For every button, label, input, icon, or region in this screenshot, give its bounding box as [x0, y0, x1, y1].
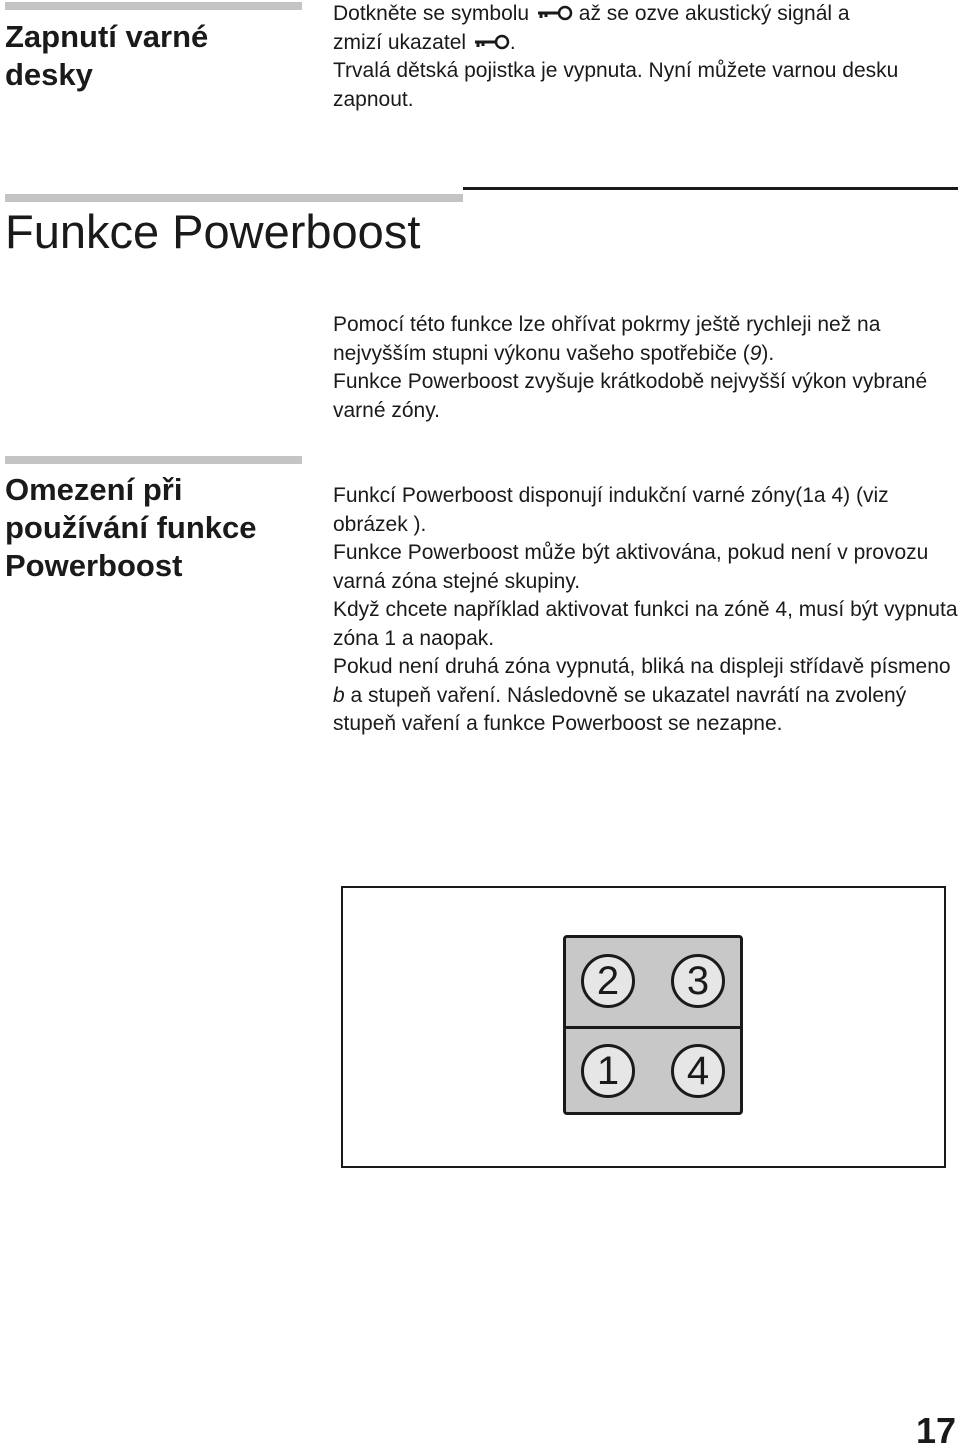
restrictions-text [333, 482, 958, 739]
hob-on-line3: Trvalá dětská pojistka je vypnuta. Nyní můžete varnou desku zapnout. [333, 59, 899, 111]
powerboost-intro [333, 311, 958, 425]
hob-on-line2b: . [509, 30, 516, 54]
title-rule-black [463, 187, 958, 190]
restrictions-p2: Funkce Powerboost může být aktivována, pokud není v provozu varná zóna stejné skupiny. [333, 541, 929, 593]
intro-text-b: ). [761, 341, 775, 365]
hob-on-line1a: Dotkněte se symbolu [333, 2, 530, 25]
restrictions-p4a: Pokud není druhá zóna vypnutá, bliká na displeji střídavě písmeno [333, 655, 951, 678]
zone-2: 2 [581, 954, 635, 1008]
heading-restrictions: Omezení při používání funkce Powerboost [5, 472, 257, 583]
child-lock-key-icon [535, 3, 573, 23]
heading-hob-on: Zapnutí varné desky [5, 19, 209, 92]
zone-group-divider [566, 1026, 740, 1029]
zone-1: 1 [581, 1044, 635, 1098]
title-rule-grey [5, 194, 463, 202]
restrictions-p3: Když chcete například aktivovat funkci na zóně 4, musí být vypnuta zóna 1 a naopak. [333, 598, 958, 650]
intro-text-2: Funkce Powerboost zvyšuje krátkodobě nejvyšší výkon vybrané varné zóny. [333, 370, 928, 422]
section-rule-top [5, 2, 302, 10]
hob-on-line1b: až se ozve akustický signál a [578, 2, 850, 25]
cooktop-diagram [563, 935, 743, 1115]
zone-4: 4 [671, 1044, 725, 1098]
restrictions-p1: Funkcí Powerboost disponují indukční varné zóny(1a 4) (viz obrázek ). [333, 484, 889, 536]
section-title: Funkce Powerboost [5, 205, 421, 258]
segment-letter-b: b [333, 683, 345, 707]
hob-on-text [333, 0, 958, 114]
child-lock-key-icon [472, 32, 510, 52]
zone-3: 3 [671, 954, 725, 1008]
section-rule-restrictions [5, 456, 302, 464]
segment-digit-9: 9 [749, 341, 762, 365]
hob-on-line2a: zmizí ukazatel [333, 30, 467, 54]
page-number: 17 [915, 1410, 956, 1451]
restrictions-p4b: a stupeň vaření. Následovně se ukazatel navrátí na zvolený stupeň vaření a funkce Powerboost se nezapne. [333, 683, 907, 735]
intro-text-a: Pomocí této funkce lze ohřívat pokrmy ještě rychleji než na nejvyšším stupni výkonu vašeho spotřebiče ( [333, 313, 881, 365]
